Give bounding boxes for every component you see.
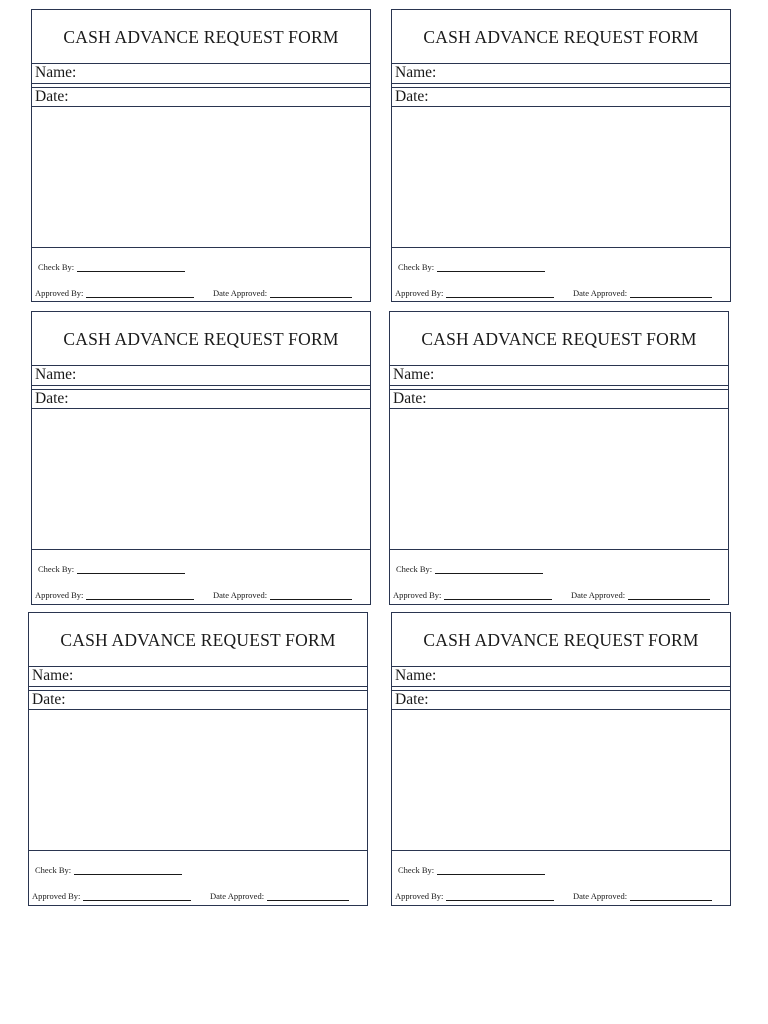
check-by-label: Check By: [35,865,72,875]
approved-by-field[interactable] [35,590,194,600]
date-field[interactable] [32,390,370,409]
form-title: CASH ADVANCE REQUEST FORM [392,613,730,667]
name-label: Name: [395,64,437,81]
date-label: Date: [32,691,66,708]
check-by-blank[interactable] [437,866,545,875]
date-label: Date: [35,88,69,105]
date-field[interactable] [392,88,730,107]
cash-advance-form [31,9,371,302]
approved-by-label: Approved By: [395,891,444,901]
date-label: Date: [35,390,69,407]
check-by-blank[interactable] [77,565,185,574]
form-footer [390,550,728,606]
check-by-field[interactable] [35,865,182,875]
date-approved-label: Date Approved: [213,288,268,298]
name-field[interactable] [392,667,730,687]
form-title: CASH ADVANCE REQUEST FORM [392,10,730,64]
form-footer [392,248,730,304]
approved-by-label: Approved By: [32,891,81,901]
date-approved-label: Date Approved: [573,288,628,298]
date-approved-blank[interactable] [270,591,352,600]
date-approved-blank[interactable] [267,892,349,901]
approved-by-blank[interactable] [444,591,552,600]
form-title: CASH ADVANCE REQUEST FORM [32,10,370,64]
date-approved-blank[interactable] [630,892,712,901]
approved-by-field[interactable] [395,891,554,901]
form-title: CASH ADVANCE REQUEST FORM [390,312,728,366]
date-approved-label: Date Approved: [213,590,268,600]
form-footer [32,550,370,606]
form-footer [29,851,367,907]
date-approved-field[interactable] [210,891,349,901]
date-label: Date: [393,390,427,407]
check-by-blank[interactable] [77,263,185,272]
approved-by-blank[interactable] [86,289,194,298]
date-approved-field[interactable] [571,590,710,600]
approved-by-field[interactable] [393,590,552,600]
check-by-blank[interactable] [435,565,543,574]
date-approved-field[interactable] [573,891,712,901]
form-title: CASH ADVANCE REQUEST FORM [32,312,370,366]
approved-by-label: Approved By: [395,288,444,298]
name-field[interactable] [390,366,728,386]
check-by-field[interactable] [398,262,545,272]
name-label: Name: [393,366,435,383]
date-approved-blank[interactable] [628,591,710,600]
date-approved-label: Date Approved: [573,891,628,901]
check-by-blank[interactable] [437,263,545,272]
name-field[interactable] [392,64,730,84]
date-approved-label: Date Approved: [571,590,626,600]
check-by-field[interactable] [396,564,543,574]
check-by-field[interactable] [38,262,185,272]
cash-advance-form [28,612,368,906]
cash-advance-form [391,612,731,906]
date-approved-field[interactable] [213,288,352,298]
request-details-area[interactable] [390,409,728,550]
approved-by-blank[interactable] [446,289,554,298]
date-field[interactable] [390,390,728,409]
name-field[interactable] [29,667,367,687]
check-by-label: Check By: [38,564,75,574]
request-details-area[interactable] [392,107,730,248]
date-label: Date: [395,691,429,708]
date-field[interactable] [32,88,370,107]
form-footer [32,248,370,304]
request-details-area[interactable] [32,409,370,550]
approved-by-field[interactable] [32,891,191,901]
cash-advance-form [31,311,371,605]
name-label: Name: [35,366,77,383]
date-approved-field[interactable] [213,590,352,600]
name-label: Name: [395,667,437,684]
approved-by-field[interactable] [35,288,194,298]
approved-by-blank[interactable] [83,892,191,901]
cash-advance-form [389,311,729,605]
check-by-label: Check By: [38,262,75,272]
date-approved-blank[interactable] [270,289,352,298]
approved-by-label: Approved By: [35,288,84,298]
check-by-blank[interactable] [74,866,182,875]
form-footer [392,851,730,907]
form-title: CASH ADVANCE REQUEST FORM [29,613,367,667]
approved-by-label: Approved By: [35,590,84,600]
check-by-field[interactable] [38,564,185,574]
name-label: Name: [35,64,77,81]
name-field[interactable] [32,366,370,386]
date-approved-field[interactable] [573,288,712,298]
approved-by-blank[interactable] [446,892,554,901]
request-details-area[interactable] [392,710,730,851]
check-by-label: Check By: [398,262,435,272]
check-by-label: Check By: [396,564,433,574]
request-details-area[interactable] [29,710,367,851]
date-approved-label: Date Approved: [210,891,265,901]
cash-advance-form [391,9,731,302]
name-field[interactable] [32,64,370,84]
approved-by-blank[interactable] [86,591,194,600]
check-by-field[interactable] [398,865,545,875]
check-by-label: Check By: [398,865,435,875]
name-label: Name: [32,667,74,684]
date-field[interactable] [29,691,367,710]
date-label: Date: [395,88,429,105]
approved-by-field[interactable] [395,288,554,298]
date-field[interactable] [392,691,730,710]
request-details-area[interactable] [32,107,370,248]
date-approved-blank[interactable] [630,289,712,298]
approved-by-label: Approved By: [393,590,442,600]
